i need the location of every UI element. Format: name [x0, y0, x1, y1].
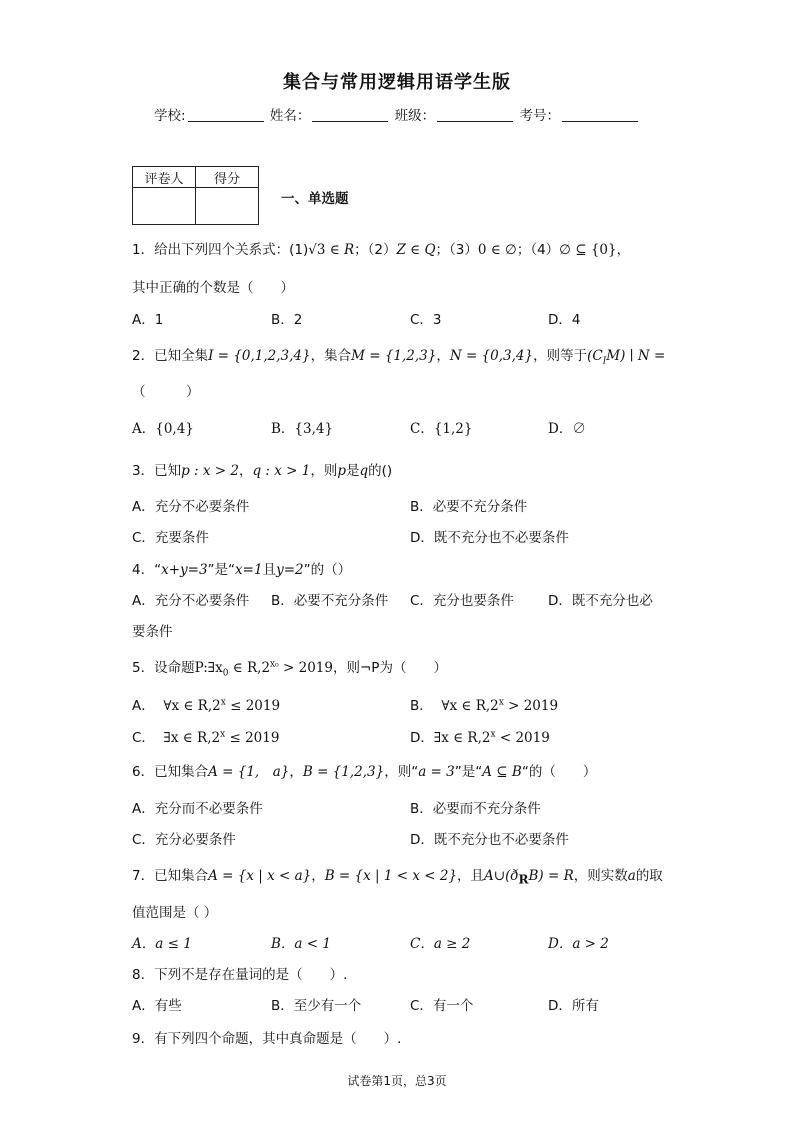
q5-option-d-end: < 2019 — [495, 730, 550, 746]
q7-sep: ， — [311, 868, 325, 884]
q4-option-d-continued: 要条件 — [132, 624, 173, 640]
q7-option-d[interactable]: D．a > 2 — [548, 936, 609, 952]
q4-math-3: y=2 — [276, 562, 304, 578]
school-blank[interactable] — [188, 107, 264, 122]
q1-text: 1．给出下列四个关系式：(1) — [132, 242, 309, 258]
q4-math-2: x=1 — [235, 562, 263, 578]
q3-text-d: 是 — [346, 463, 360, 479]
question-1-line2: 其中正确的个数是（ ） — [132, 280, 294, 296]
q3-math-p: p : x > 2 — [181, 463, 239, 479]
q8-option-c[interactable]: C．有一个 — [410, 998, 474, 1014]
q5-option-b-label: B． — [410, 698, 433, 714]
q6-text-c: ，则“ — [384, 764, 419, 780]
q5-option-a-sup: x — [220, 697, 226, 708]
q4-option-c[interactable]: C．充分也要条件 — [410, 593, 514, 609]
q5-option-d-sup: x — [490, 729, 496, 740]
q5-option-b-end: > 2019 — [503, 698, 559, 714]
question-8: 8．下列不是存在量词的是（ ）. — [132, 967, 348, 983]
q1-option-d[interactable]: D．4 — [548, 312, 581, 328]
q5-text-b: ，则¬P为（ ） — [333, 660, 447, 676]
q3-math-p2: p — [337, 463, 346, 479]
q6-sep: ， — [289, 764, 303, 780]
question-2 — [132, 344, 665, 367]
question-4 — [132, 558, 351, 578]
q2-sep: ， — [436, 348, 450, 364]
q6-option-a[interactable]: A．充分而不必要条件 — [132, 801, 263, 817]
q7-math-union: A∪(ð — [484, 868, 519, 884]
exam-no-blank[interactable] — [562, 107, 638, 122]
name-blank[interactable] — [312, 107, 388, 122]
q2-text-a: 2．已知全集 — [132, 348, 209, 364]
q2-math-sub: I — [602, 356, 607, 367]
q8-option-a[interactable]: A．有些 — [132, 998, 182, 1014]
q8-option-b[interactable]: B．至少有一个 — [271, 998, 362, 1014]
q4-option-b[interactable]: B．必要不充分条件 — [271, 593, 389, 609]
question-3 — [132, 459, 392, 479]
q7-option-c[interactable]: C．a ≥ 2 — [410, 936, 471, 952]
name-label: 姓名： — [269, 108, 311, 124]
q5-option-b-math: ∀x ∈ R,2 — [441, 698, 499, 714]
q4-text-b: ”是“ — [207, 562, 236, 578]
q6-math-b: B = {1,2,3} — [302, 764, 385, 780]
q1-sep-3: ；（3） — [435, 242, 478, 258]
question-5 — [132, 656, 447, 679]
exam-no-label: 考号： — [519, 108, 560, 124]
q4-text-c: 且 — [262, 562, 277, 578]
question-2-line2: （ ） — [132, 384, 200, 400]
q7-math-a: A = {x | x < a} — [208, 868, 312, 884]
document-title: 集合与常用逻辑用语学生版 — [283, 72, 511, 93]
q1-sep-4: ；（4） — [516, 242, 560, 258]
q3-option-d[interactable]: D．既不充分也不必要条件 — [410, 530, 569, 546]
q1-option-c[interactable]: C．3 — [410, 312, 442, 328]
q3-option-c[interactable]: C．充要条件 — [132, 530, 209, 546]
q3-sep: ， — [238, 463, 253, 479]
q5-math-p: P:∃x — [194, 660, 223, 676]
q3-option-b[interactable]: B．必要不充分条件 — [410, 499, 528, 515]
q6-math-a: A = {1, a} — [208, 764, 290, 780]
q2-math-m: M = {1,2,3} — [351, 348, 437, 364]
q4-text-a: 4．“ — [132, 562, 162, 578]
q5-option-a-math: ∀x ∈ R,2 — [163, 698, 221, 714]
q2-math-c: (C — [587, 348, 603, 364]
q3-text-c: ，则 — [310, 463, 338, 479]
q6-text-d: ”是“ — [454, 764, 483, 780]
q3-math-q: q : x > 1 — [252, 463, 311, 479]
q4-math-1: x+y=3 — [161, 562, 208, 578]
question-1 — [132, 238, 630, 258]
q4-option-d[interactable]: D．既不充分也必 — [548, 593, 653, 609]
q3-text-a: 3．已知 — [132, 463, 182, 479]
score-table — [132, 166, 259, 225]
q1-end: ， — [616, 242, 631, 258]
q7-text-e: 的取 — [635, 868, 663, 884]
page-footer: 试卷第1页，总3页 — [347, 1074, 447, 1088]
q5-option-d-math: ∃x ∈ R,2 — [433, 730, 491, 746]
q5-option-a-label: A． — [132, 698, 155, 714]
q1-math-sqrt3: √3 — [308, 242, 326, 258]
q2-math-i: I = {0,1,2,3,4} — [208, 348, 311, 364]
q5-option-b-sup: x — [498, 697, 504, 708]
q2-text-c: ，则等于 — [533, 348, 588, 364]
q5-option-c-math: ∃x ∈ R,2 — [163, 730, 221, 746]
q7-text-d: ，则实数 — [573, 868, 628, 884]
q5-math-in: ∈ R,2 — [228, 660, 271, 676]
class-blank[interactable] — [437, 107, 513, 122]
q5-option-c-label: C． — [132, 730, 155, 746]
class-label: 班级： — [394, 108, 436, 124]
q6-option-c[interactable]: C．充分必要条件 — [132, 832, 236, 848]
q4-text-d: ”的（） — [303, 562, 352, 578]
q6-math-subset: A ⊆ B — [482, 764, 522, 780]
q2-math-expr: M) ∣ N = — [606, 348, 666, 364]
q2-text-b: ，集合 — [310, 348, 352, 364]
question-6 — [132, 760, 596, 780]
q5-math-sub: 0 — [222, 668, 229, 679]
q5-option-d[interactable] — [410, 726, 550, 746]
question-7 — [132, 864, 663, 887]
q1-math-2: Z ∈ Q — [396, 242, 436, 258]
q1-option-a[interactable]: A．1 — [132, 312, 164, 328]
q6-text-e: “的（ ） — [521, 764, 597, 780]
q7-text-a: 7．已知集合 — [132, 868, 209, 884]
q4-option-a[interactable]: A．充分不必要条件 — [132, 593, 250, 609]
q2-option-d[interactable]: D．∅ — [548, 421, 586, 437]
school-label: 学校: — [154, 108, 186, 124]
q2-option-a[interactable]: A．{0,4} — [132, 421, 194, 437]
q5-option-a-end: ≤ 2019 — [225, 698, 281, 714]
q5-math-sup: x₀ — [270, 659, 279, 670]
q2-math-n: N = {0,3,4} — [449, 348, 534, 364]
q5-option-c[interactable] — [132, 726, 279, 746]
q7-text-c: ，且 — [457, 868, 485, 884]
grader-cell[interactable] — [133, 188, 196, 225]
q2-option-b[interactable]: B．{3,4} — [271, 421, 334, 437]
q7-math-b: B = {x | 1 < x < 2} — [324, 868, 458, 884]
q7-math-sub: R — [518, 872, 529, 887]
grader-header: 评卷人 — [133, 167, 196, 188]
q5-option-a[interactable] — [132, 694, 280, 714]
q5-option-b[interactable] — [410, 694, 558, 714]
q1-option-b[interactable]: B．2 — [271, 312, 303, 328]
q5-math-gt: > 2019 — [278, 660, 333, 676]
section-heading: 一、单选题 — [281, 191, 349, 207]
score-cell[interactable] — [196, 188, 259, 225]
score-header: 得分 — [196, 167, 259, 188]
q3-math-q2: q — [359, 463, 369, 479]
q7-option-b[interactable]: B．a < 1 — [271, 936, 331, 952]
q6-option-d[interactable]: D．既不充分也不必要条件 — [410, 832, 569, 848]
q5-option-d-label: D． — [410, 730, 434, 746]
q6-option-b[interactable]: B．必要而不充分条件 — [410, 801, 541, 817]
q1-math-in-r: ∈ R — [325, 242, 355, 258]
q6-text-a: 6．已知集合 — [132, 764, 209, 780]
q1-math-4: ∅ ⊆ {0} — [559, 242, 617, 258]
student-info-line — [0, 104, 794, 124]
question-7-line2: 值范围是（ ） — [132, 905, 218, 921]
q2-option-c[interactable]: C．{1,2} — [410, 421, 473, 437]
q8-option-d[interactable]: D．所有 — [548, 998, 599, 1014]
q1-sep-2: ；（2） — [354, 242, 397, 258]
q6-math-cond: a = 3 — [418, 764, 455, 780]
q1-math-3: 0 ∈ ∅ — [477, 242, 517, 258]
q7-math-eq: B) = R — [528, 868, 574, 884]
q3-option-a[interactable]: A．充分不必要条件 — [132, 499, 250, 515]
q3-text-e: 的() — [368, 463, 393, 479]
question-9: 9．有下列四个命题，其中真命题是（ ）. — [132, 1031, 402, 1047]
q7-math-var: a — [627, 868, 636, 884]
q5-option-c-end: ≤ 2019 — [225, 730, 280, 746]
q5-option-c-sup: x — [220, 729, 226, 740]
q7-option-a[interactable]: A．a ≤ 1 — [132, 936, 192, 952]
q5-text-a: 5．设命题 — [132, 660, 195, 676]
